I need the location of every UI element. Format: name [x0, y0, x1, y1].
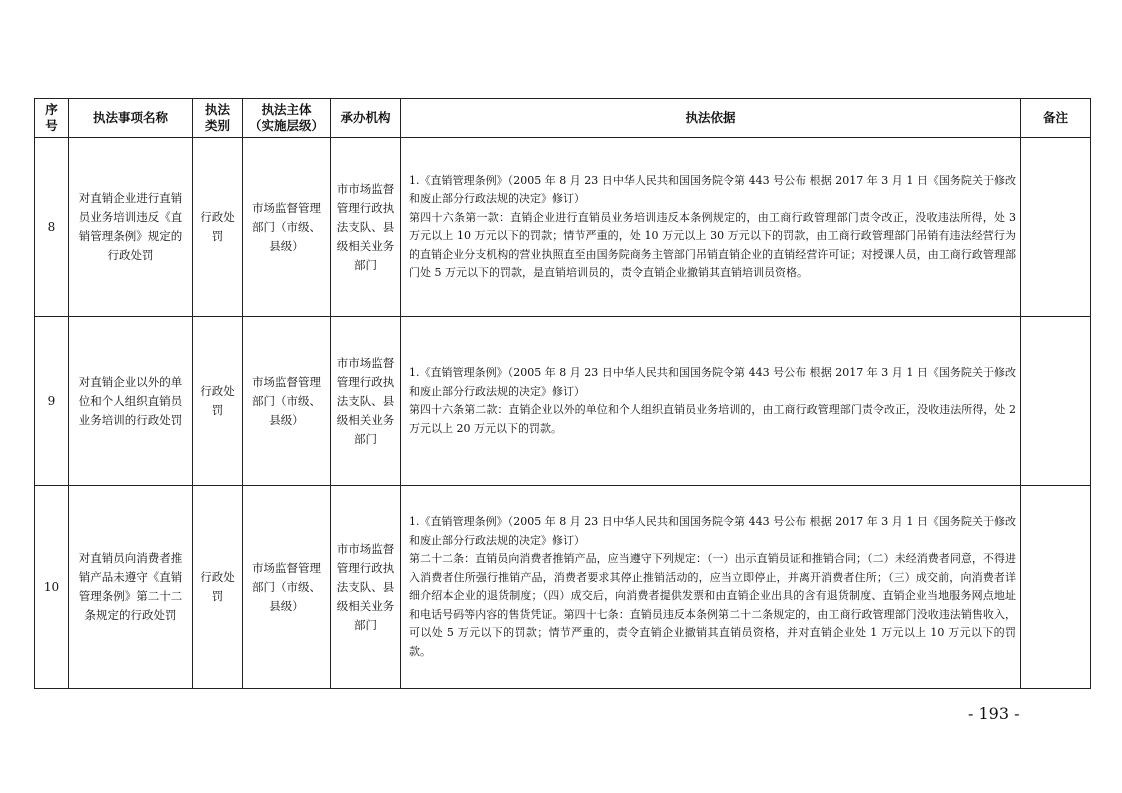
header-category: 执法类别	[193, 99, 243, 138]
row-category: 行政处罚	[193, 138, 243, 317]
basis-line: 1.《直销管理条例》（2005 年 8 月 23 日中华人民共和国国务院令第 443 号公布 根据 2017 年 3 月 1 日《国务院关于修改和废止部分行政法规的决定》修订）	[409, 515, 1016, 547]
row-basis	[401, 486, 1021, 689]
row-category: 行政处罚	[193, 486, 243, 689]
header-remark: 备注	[1021, 99, 1091, 138]
basis-line: 第二十二条：直销员向消费者推销产品，应当遵守下列规定：（一）出示直销员证和推销合同；（二）未经消费者同意，不得进入消费者住所强行推销产品，消费者要求其停止推销活动的，应当立即停止，并离开消费者住所；（三）成交前，向消费者详细介绍本企业的退货制度；（四）成交后，向消费者提供发票和由直销企业出具的含有退货制度、直销企业当地服务网点地址和电话号码等内容的售货凭证。第四十七条：直销员违反本条例第二十二条规定的，由工商行政管理部门没收违法销售收入，可以处 5 万元以下的罚款；情节严重的，责令直销企业撤销其直销员资格，并对直销企业处 1 万元以上 10 万元以下的罚款。	[409, 552, 1016, 658]
row-basis	[401, 317, 1021, 486]
enforcement-table-container	[34, 98, 1090, 689]
row-remark	[1021, 486, 1091, 689]
header-subject-line1: 执法主体	[261, 102, 312, 117]
row-remark	[1021, 317, 1091, 486]
row-org: 市市场监督管理行政执法支队、县级相关业务部门	[331, 138, 401, 317]
header-basis: 执法依据	[401, 99, 1021, 138]
row-remark	[1021, 138, 1091, 317]
header-subject	[243, 99, 331, 138]
row-number: 9	[35, 317, 69, 486]
basis-line: 第四十六条第二款：直销企业以外的单位和个人组织直销员业务培训的，由工商行政管理部门责令改正，没收违法所得，处 2 万元以上 20 万元以下的罚款。	[409, 403, 1016, 435]
row-subject: 市场监督管理部门（市级、县级）	[243, 486, 331, 689]
basis-line: 1.《直销管理条例》（2005 年 8 月 23 日中华人民共和国国务院令第 443 号公布 根据 2017 年 3 月 1 日《国务院关于修改和废止部分行政法规的决定》修订）	[409, 366, 1016, 398]
row-item-name: 对直销员向消费者推销产品未遵守《直销管理条例》第二十二条规定的行政处罚	[69, 486, 193, 689]
table-row	[35, 138, 1091, 317]
header-subject-line2: （实施层级）	[248, 118, 324, 133]
header-org: 承办机构	[331, 99, 401, 138]
page-number: - 193 -	[968, 704, 1020, 723]
row-item-name: 对直销企业进行直销员业务培训违反《直销管理条例》规定的行政处罚	[69, 138, 193, 317]
row-subject: 市场监督管理部门（市级、县级）	[243, 317, 331, 486]
header-seq: 序号	[35, 99, 69, 138]
row-number: 8	[35, 138, 69, 317]
basis-line: 第四十六条第一款：直销企业进行直销员业务培训违反本条例规定的，由工商行政管理部门责令改正，没收违法所得，处 3 万元以上 10 万元以下的罚款；情节严重的，处 10 万元以上 30 万元以下的罚款，由工商行政管理部门吊销有违法经营行为的直销企业分支机构的营业执照直至由国务院商务主管部门吊销直销企业的直销经营许可证；对授课人员，由工商行政管理部门处 5 万元以下的罚款，是直销培训员的，责令直销企业撤销其直销培训员资格。	[409, 210, 1016, 279]
table-row	[35, 317, 1091, 486]
table-row	[35, 486, 1091, 689]
row-number: 10	[35, 486, 69, 689]
table-header-row	[35, 99, 1091, 138]
row-item-name: 对直销企业以外的单位和个人组织直销员业务培训的行政处罚	[69, 317, 193, 486]
header-name: 执法事项名称	[69, 99, 193, 138]
basis-line: 1.《直销管理条例》（2005 年 8 月 23 日中华人民共和国国务院令第 443 号公布 根据 2017 年 3 月 1 日《国务院关于修改和废止部分行政法规的决定》修订）	[409, 173, 1016, 205]
row-category: 行政处罚	[193, 317, 243, 486]
row-subject: 市场监督管理部门（市级、县级）	[243, 138, 331, 317]
row-org: 市市场监督管理行政执法支队、县级相关业务部门	[331, 317, 401, 486]
row-basis	[401, 138, 1021, 317]
enforcement-items-table	[34, 98, 1091, 689]
row-org: 市市场监督管理行政执法支队、县级相关业务部门	[331, 486, 401, 689]
